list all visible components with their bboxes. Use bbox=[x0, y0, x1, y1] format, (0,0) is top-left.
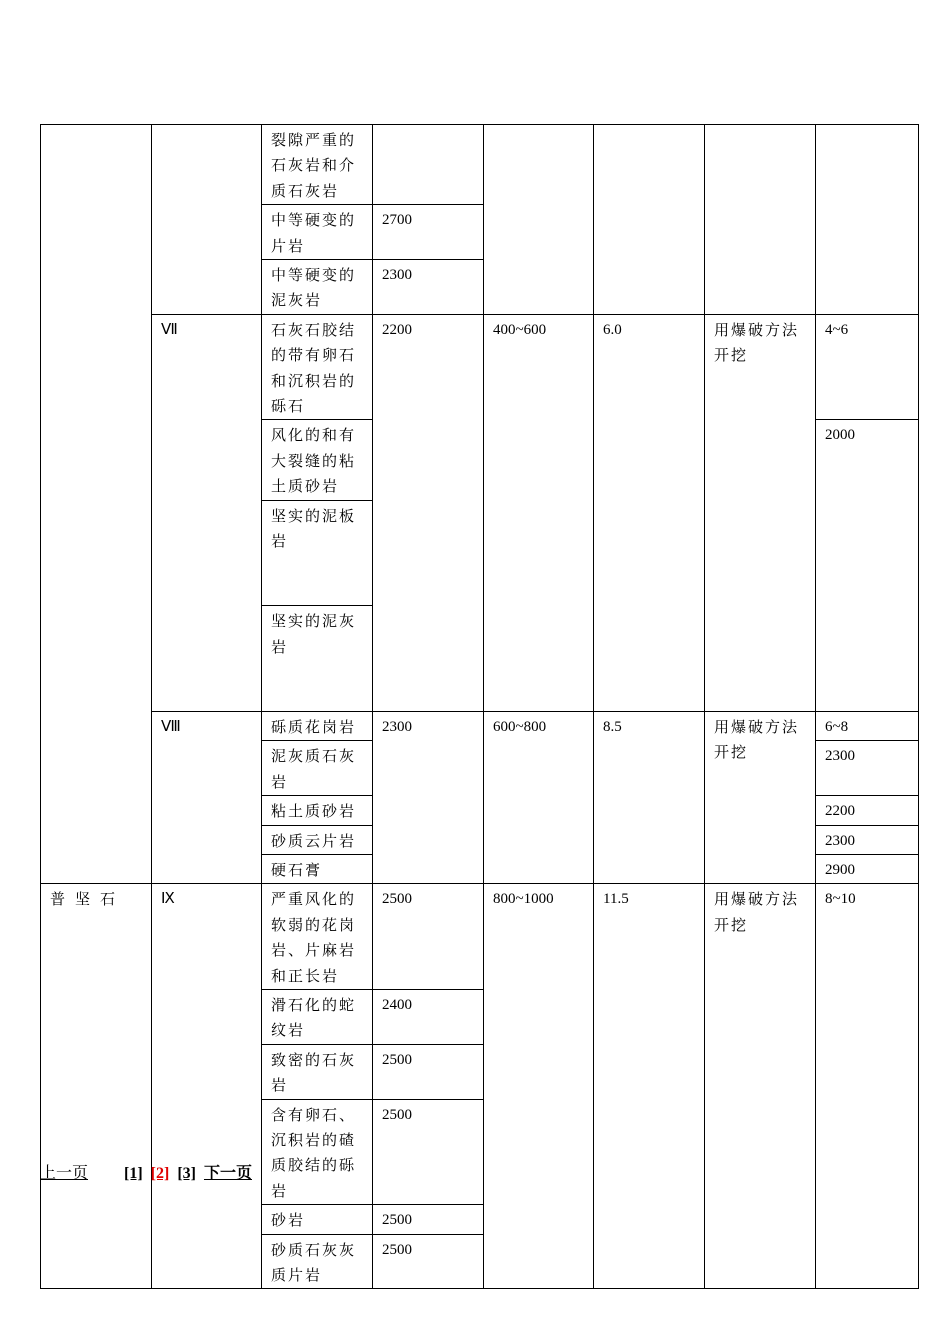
rock-name-cell: 滑石化的蛇纹岩 bbox=[262, 990, 373, 1045]
rock-name-cell: 中等硬变的泥灰岩 bbox=[262, 260, 373, 315]
coefficient-cell: 6~8 bbox=[816, 711, 919, 740]
rock-name-cell: 风化的和有大裂缝的粘土质砂岩 bbox=[262, 420, 373, 500]
density-cell: 2400 bbox=[373, 990, 484, 1045]
coefficient-cell: 4~6 bbox=[816, 314, 919, 420]
rock-name-cell: 坚实的泥灰岩 bbox=[262, 606, 373, 712]
method-cell: 用爆破方法开挖 bbox=[705, 884, 816, 1289]
density-cell: 2500 bbox=[373, 1234, 484, 1289]
density-cell: 2500 bbox=[373, 1044, 484, 1099]
strength-cell bbox=[484, 125, 594, 315]
table-row bbox=[41, 125, 919, 205]
method-cell: 用爆破方法开挖 bbox=[705, 711, 816, 883]
method-cell: 用爆破方法开挖 bbox=[705, 314, 816, 711]
grade-cell: Ⅸ bbox=[152, 884, 262, 1289]
next-page-link[interactable]: 下一页 bbox=[203, 1165, 252, 1182]
category-cell bbox=[41, 125, 152, 884]
prev-page-link[interactable]: 上一页 bbox=[40, 1165, 89, 1182]
page-3-link[interactable]: [3] bbox=[177, 1165, 196, 1182]
rock-classification-table bbox=[40, 124, 919, 1289]
strength-cell: 800~1000 bbox=[484, 884, 594, 1289]
rock-name-cell: 致密的石灰岩 bbox=[262, 1044, 373, 1099]
rock-name-cell: 砂质云片岩 bbox=[262, 825, 373, 854]
coefficient-cell: 8~10 bbox=[816, 884, 919, 1289]
density-cell: 2500 bbox=[373, 1205, 484, 1234]
density-cell: 2500 bbox=[373, 884, 484, 990]
rock-name-cell: 砾质花岗岩 bbox=[262, 711, 373, 740]
drill-time-cell: 11.5 bbox=[594, 884, 705, 1289]
grade-cell bbox=[152, 125, 262, 315]
table-row bbox=[41, 314, 919, 420]
density-cell: 2200 bbox=[816, 796, 919, 825]
rock-name-cell: 严重风化的软弱的花岗岩、片麻岩和正长岩 bbox=[262, 884, 373, 990]
grade-cell: Ⅷ bbox=[152, 711, 262, 883]
density-cell: 2300 bbox=[816, 825, 919, 854]
drill-time-cell: 6.0 bbox=[594, 314, 705, 711]
drill-time-cell: 8.5 bbox=[594, 711, 705, 883]
density-cell: 2300 bbox=[816, 741, 919, 796]
rock-name-cell: 裂隙严重的石灰岩和介质石灰岩 bbox=[262, 125, 373, 205]
grade-cell: Ⅶ bbox=[152, 314, 262, 711]
rock-name-cell: 坚实的泥板岩 bbox=[262, 500, 373, 606]
coefficient-cell bbox=[816, 125, 919, 315]
density-cell: 2300 bbox=[373, 711, 484, 883]
density-cell: 2700 bbox=[373, 205, 484, 260]
density-cell: 2900 bbox=[816, 854, 919, 883]
rock-name-cell: 含有卵石、沉积岩的碴质胶结的砾岩 bbox=[262, 1099, 373, 1205]
page-1-link[interactable]: [1] bbox=[124, 1165, 143, 1182]
drill-time-cell bbox=[594, 125, 705, 315]
method-cell bbox=[705, 125, 816, 315]
category-cell: 普坚石 bbox=[41, 884, 152, 1289]
pagination bbox=[40, 1160, 252, 1183]
rock-name-cell: 石灰石胶结的带有卵石和沉积岩的砾石 bbox=[262, 314, 373, 420]
density-cell: 2500 bbox=[373, 1099, 484, 1205]
table-row bbox=[41, 884, 919, 990]
rock-name-cell: 砂岩 bbox=[262, 1205, 373, 1234]
rock-name-cell: 泥灰质石灰岩 bbox=[262, 741, 373, 796]
strength-cell: 400~600 bbox=[484, 314, 594, 711]
density-cell: 2200 bbox=[373, 314, 484, 711]
rock-name-cell: 硬石膏 bbox=[262, 854, 373, 883]
density-cell: 2300 bbox=[373, 260, 484, 315]
table-row bbox=[41, 711, 919, 740]
rock-name-cell: 粘土质砂岩 bbox=[262, 796, 373, 825]
density-cell bbox=[373, 125, 484, 205]
strength-cell: 600~800 bbox=[484, 711, 594, 883]
page-2-current[interactable]: [2] bbox=[150, 1165, 170, 1182]
rock-name-cell: 砂质石灰灰质片岩 bbox=[262, 1234, 373, 1289]
rock-name-cell: 中等硬变的片岩 bbox=[262, 205, 373, 260]
density-cell: 2000 bbox=[816, 420, 919, 711]
